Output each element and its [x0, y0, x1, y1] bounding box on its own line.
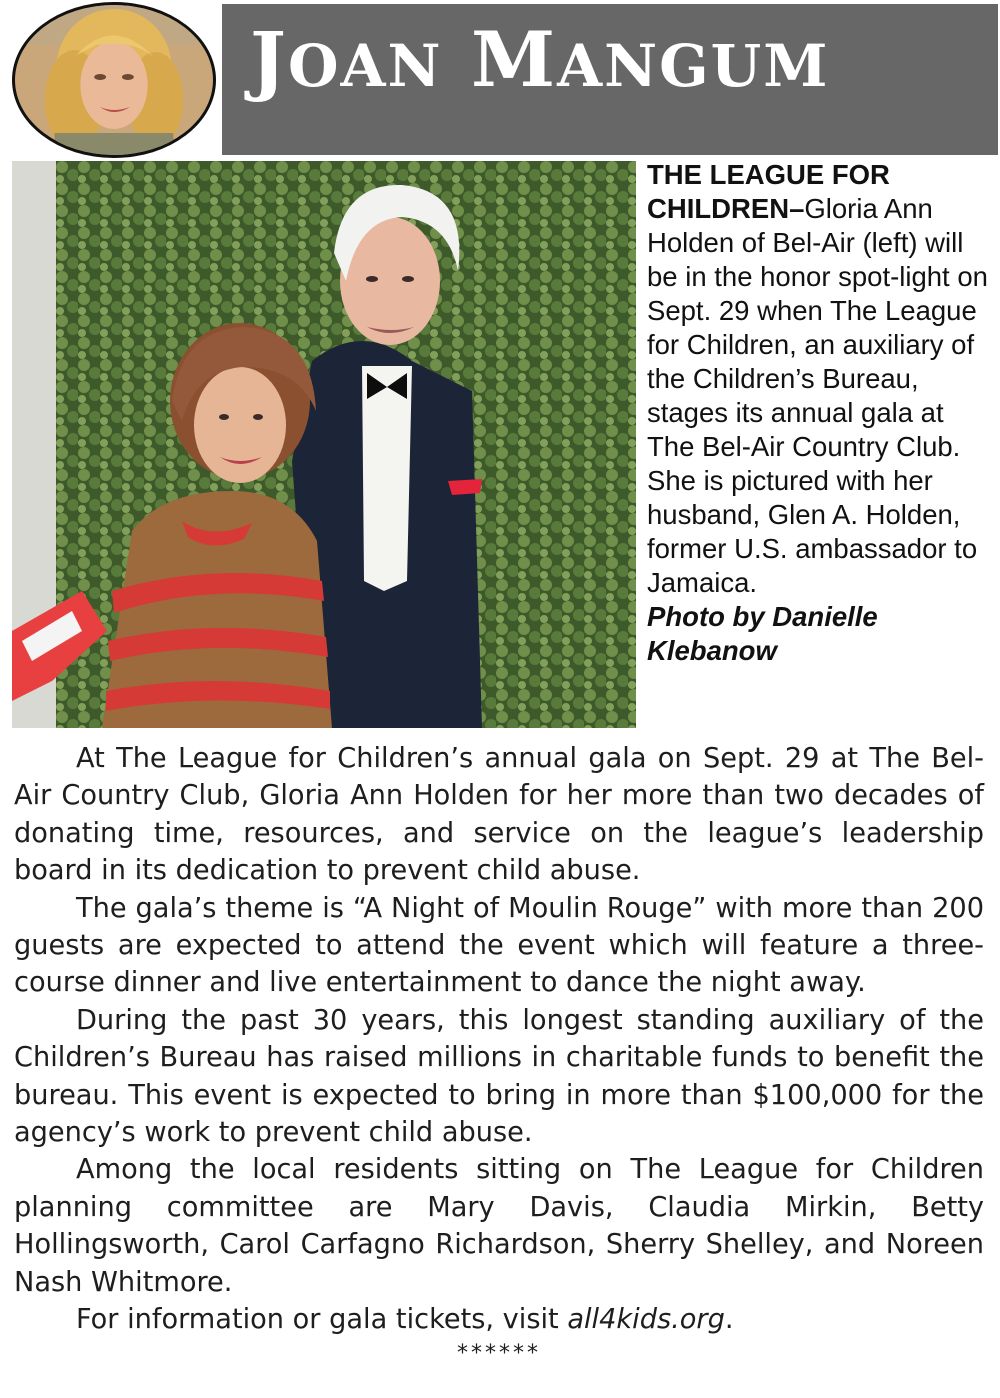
article-body — [14, 740, 984, 1367]
byline-rest: ANGUM — [557, 32, 830, 100]
byline-initial: M — [470, 15, 558, 104]
caption-lead: THE LEAGUE FOR CHILDREN — [647, 159, 890, 224]
article-paragraph: Among the local residents sitting on The League for Children planning committee are Mary Davis, Claudia Mirkin, Betty Hollingsworth, Carol Carfagno Richardson, Sherry Shelley, and Noreen Nash Whitmore. — [14, 1154, 984, 1298]
column-header — [0, 0, 1000, 160]
byline-rest: OAN — [287, 32, 443, 100]
gala-photo — [12, 161, 636, 728]
byline-initial: J — [250, 15, 288, 104]
article-paragraph: During the past 30 years, this longest standing auxiliary of the Children’s Bureau has raised millions in charitable funds to benefit the bureau. This event is expected to bring in more than $100,000 for the agency’s work to prevent child abuse. — [14, 1004, 984, 1149]
columnist-avatar-frame — [12, 2, 216, 158]
couple-illustration — [12, 161, 636, 728]
info-end: . — [724, 1304, 734, 1336]
website-link[interactable]: all4kids.org — [567, 1304, 725, 1336]
columnist-avatar — [15, 5, 213, 155]
photo-caption — [647, 158, 992, 668]
article-paragraph — [14, 1301, 984, 1338]
article-paragraph: The gala’s theme is “A Night of Moulin Rouge” with more than 200 guests are expected to attend the event which will feature a three-course dinner and live entertainment to dance the night away. — [14, 892, 984, 999]
caption-text: Gloria Ann Holden of Bel-Air (left) will be in the honor spot-light on Sept. 29 when The League for Children, an auxiliary of the Children’s Bureau, stages its annual gala at The Bel-Air Country Club. She is pictured with her husband, Glen A. Holden, former U.S. ambassador to Jamaica. — [647, 193, 988, 598]
caption-dash: – — [789, 193, 805, 224]
section-divider: ****** — [457, 1340, 541, 1366]
article-paragraph: At The League for Children’s annual gala on Sept. 29 at The Bel-Air Country Club, Gloria Ann Holden for her more than two decades of donating time, resources, and service on the league’s leadership board in its dedication to prevent child abuse. — [14, 743, 984, 887]
columnist-name — [250, 15, 830, 104]
info-text: For information or gala tickets, visit — [76, 1304, 568, 1336]
photo-credit: Photo by Danielle Klebanow — [647, 601, 878, 666]
